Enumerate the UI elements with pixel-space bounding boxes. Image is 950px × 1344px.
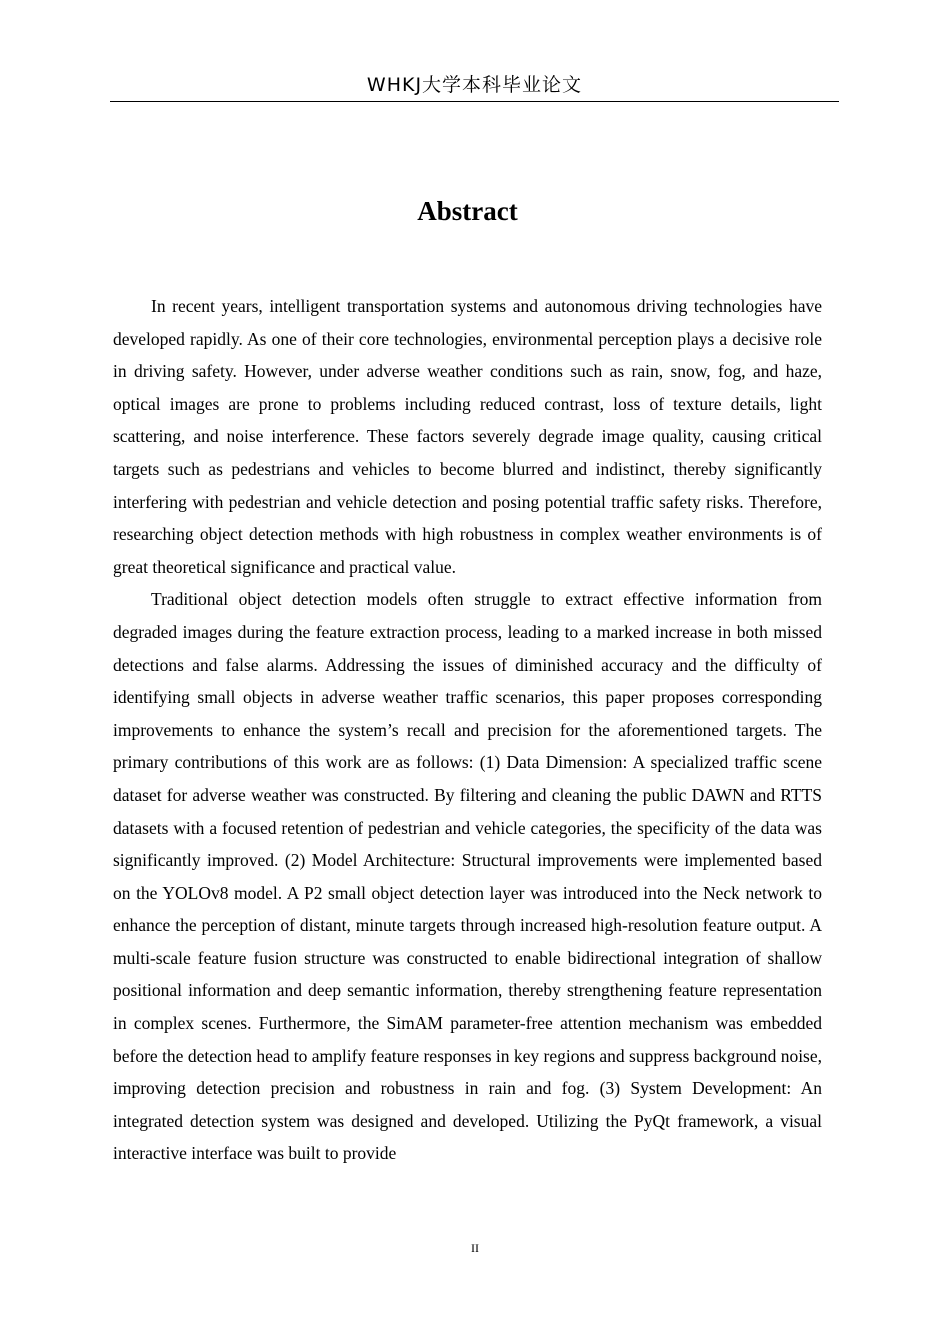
running-header: WHKJ大学本科毕业论文 <box>366 74 583 96</box>
abstract-paragraph-1: In recent years, intelligent transportation systems and autonomous driving technologies have developed rapidly. As one of their core technologies, environmental perception plays a decisive role in driving safety. However, under adverse weather conditions such as rain, snow, fog, and haze, optical images are prone to problems including reduced contrast, loss of texture details, light scattering, and noise interference. These factors severely degrade image quality, causing critical targets such as pedestrians and vehicles to become blurred and indistinct, thereby significantly interfering with pedestrian and vehicle detection and posing potential traffic safety risks. Therefore, researching object detection methods with high robustness in complex weather environments is of great theoretical significance and practical value. <box>113 296 822 577</box>
abstract-body <box>113 290 822 1170</box>
abstract-title: Abstract <box>417 196 518 226</box>
page-number: II <box>471 1241 479 1255</box>
header-rule <box>110 101 839 102</box>
abstract-paragraph-2: Traditional object detection models often struggle to extract effective information from degraded images during the feature extraction process, leading to a marked increase in both missed detections and false alarms. Addressing the issues of diminished accuracy and the difficulty of identifying small objects in adverse weather traffic scenarios, this paper proposes corresponding improvements to enhance the system’s recall and precision for the aforementioned targets. The primary contributions of this work are as follows: (1) Data Dimension: A specialized traffic scene dataset for adverse weather was constructed. By filtering and cleaning the public DAWN and RTTS datasets with a focused retention of pedestrian and vehicle categories, the specificity of the data was significantly improved. (2) Model Architecture: Structural improvements were implemented based on the YOLOv8 model. A P2 small object detection layer was introduced into the Neck network to enhance the perception of distant, minute targets through increased high-resolution feature output. A multi-scale feature fusion structure was constructed to enable bidirectional integration of shallow positional information and deep semantic information, thereby strengthening feature representation in complex scenes. Furthermore, the SimAM parameter-free attention mechanism was embedded before the detection head to amplify feature responses in key regions and suppress background noise, improving detection precision and robustness in rain and fog. (3) System Development: An integrated detection system was designed and developed. Utilizing the PyQt framework, a visual interactive interface was built to provide <box>113 589 823 1164</box>
